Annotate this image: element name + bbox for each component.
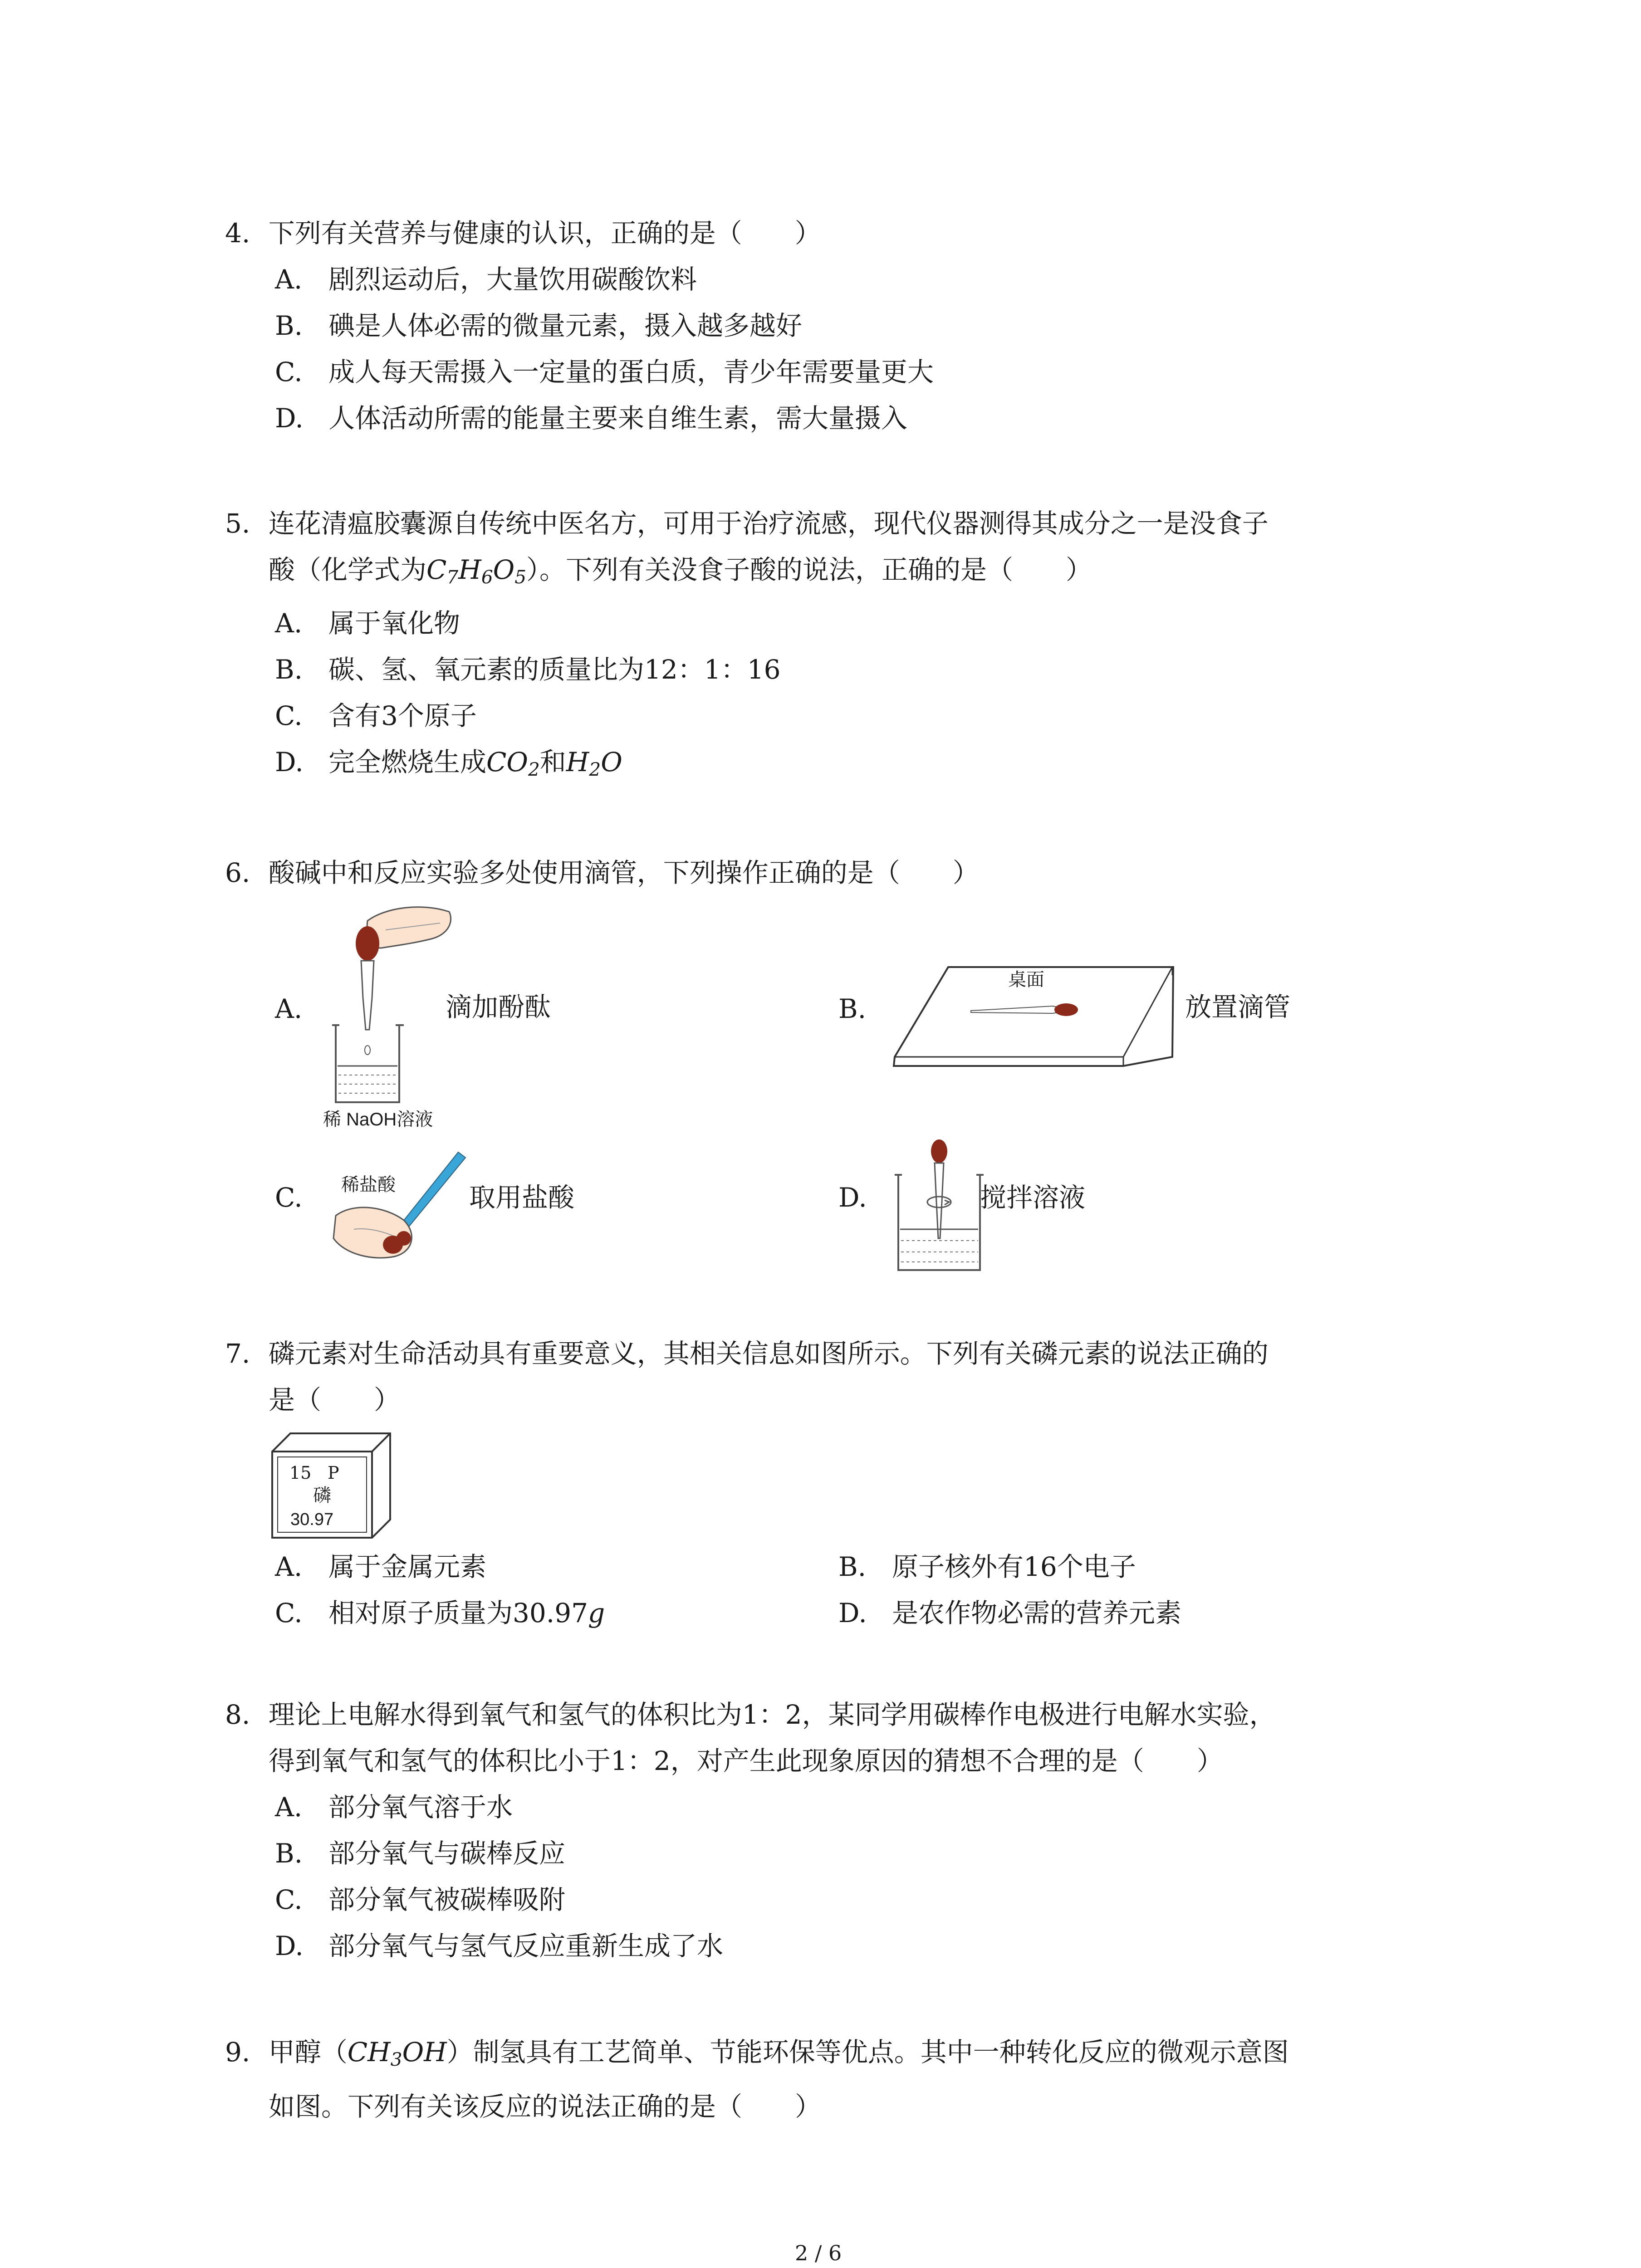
page-number: 2 / 6: [795, 2241, 842, 2265]
option-text: 剧烈运动后，大量饮用碳酸饮料: [328, 264, 697, 295]
option-5a: A. 属于氧化物: [275, 608, 460, 639]
option-8d: D. 部分氧气与氢气反应重新生成了水: [275, 1931, 724, 1961]
option-8c: C. 部分氧气被碳棒吸附: [275, 1884, 566, 1915]
option-letter: C.: [275, 357, 303, 387]
figure-label-hcl: 稀盐酸: [341, 1175, 396, 1195]
question-7-line2: 是（ ）: [269, 1384, 401, 1415]
option-7d: D. 是农作物必需的营养元素: [838, 1598, 1182, 1628]
option-4b: [275, 310, 802, 342]
question-5-line2: 酸（化学式为$C_7H_6O_5$）。下列有关没食子酸的说法，正确的是（ ）: [269, 554, 1092, 588]
dropper-tube: [935, 1163, 944, 1238]
option-letter: D.: [275, 403, 304, 434]
dropper-bulb: [931, 1139, 947, 1163]
option-6d-text: 搅拌溶液: [980, 1182, 1086, 1213]
stirring-solution-figure: [889, 1134, 989, 1279]
question-8-line2: 得到氧气和氢气的体积比小于1：2，对产生此现象原因的猜想不合理的是（ ）: [269, 1745, 1223, 1776]
option-6b-letter: B.: [838, 993, 867, 1024]
question-number: 4.: [225, 218, 250, 249]
question-number: 5.: [225, 508, 250, 539]
dropper-bulb: [1054, 1003, 1078, 1016]
question-stem: 下列有关营养与健康的认识，正确的是（ ）: [268, 218, 821, 249]
option-7c: C. 相对原子质量为30.97g: [275, 1598, 605, 1628]
hand-icon: [367, 907, 451, 948]
question-7: 7. 磷元素对生命活动具有重要意义，其相关信息如图所示。下列有关磷元素的说法正确的: [225, 1338, 1269, 1369]
atomic-mass: 30.97: [290, 1510, 334, 1529]
option-4d: [275, 403, 907, 435]
option-letter: B.: [275, 310, 303, 341]
option-letter: A.: [275, 264, 303, 295]
question-4: [225, 218, 821, 249]
chemical-formula: $CO_2$: [486, 747, 540, 781]
dropper-tube: [361, 961, 374, 1030]
question-5: [225, 508, 1269, 540]
chemical-formula: $H_2O$: [566, 747, 622, 781]
option-5b: B. 碳、氢、氧元素的质量比为12：1：16: [275, 654, 781, 685]
element-symbol: P: [328, 1463, 339, 1483]
option-5c: C. 含有3个原子: [275, 700, 477, 731]
question-9-line2: 如图。下列有关该反应的说法正确的是（ ）: [269, 2091, 822, 2122]
option-text: 成人每天需摄入一定量的蛋白质，青少年需要量更大: [328, 357, 934, 387]
option-5d: D. 完全燃烧生成$CO_2$和$H_2O$: [275, 747, 622, 781]
option-text: 碘是人体必需的微量元素，摄入越多越好: [328, 310, 803, 341]
question-9: 9. 甲醇$(CH_3OH)$制氢具有工艺简单、节能环保等优点。其中一种转化反应的微观示意图: [225, 2037, 1289, 2071]
option-6d-letter: D.: [838, 1182, 867, 1213]
question-6: 6. 酸碱中和反应实验多处使用滴管，下列操作正确的是（ ）: [225, 857, 979, 888]
dropper-bulb: [356, 926, 379, 961]
option-6a-letter: A.: [275, 993, 303, 1024]
question-8: 8. 理论上电解水得到氧气和氢气的体积比为1：2，某同学用碳棒作电极进行电解水实验，: [225, 1699, 1276, 1730]
option-4a: [275, 264, 697, 296]
option-7a: A. 属于金属元素: [275, 1551, 487, 1582]
chemical-formula: $C_7H_6O_5$: [426, 554, 527, 588]
option-4c: [275, 357, 934, 388]
element-name: 磷: [313, 1485, 331, 1506]
option-text: 人体活动所需的能量主要来自维生素，需大量摄入: [328, 403, 908, 434]
taking-hydrochloric-acid-figure: [327, 1148, 472, 1266]
question-stem: 连花清瘟胶囊源自传统中医名方，可用于治疗流感，现代仪器测得其成分之一是没食子: [268, 508, 1269, 539]
atomic-number: 15: [289, 1463, 312, 1483]
option-6c-letter: C.: [275, 1182, 303, 1213]
figure-label-table: 桌面: [1008, 970, 1044, 990]
option-8a: A. 部分氧气溶于水: [275, 1792, 513, 1823]
option-8b: B. 部分氧气与碳棒反应: [275, 1838, 566, 1869]
option-6b-text: 放置滴管: [1185, 992, 1291, 1022]
dropping-phenolphthalein-figure: [318, 903, 463, 1139]
option-7b: B. 原子核外有16个电子: [838, 1551, 1136, 1582]
chemical-formula: $CH_3OH$: [347, 2037, 447, 2071]
element-card-phosphorus: [268, 1429, 395, 1547]
figure-label-naoh: 稀 NaOH溶液: [323, 1110, 433, 1129]
beaker-icon: [336, 1025, 399, 1102]
option-6c-text: 取用盐酸: [469, 1182, 575, 1213]
option-6a-text: 滴加酚酞: [446, 992, 551, 1022]
